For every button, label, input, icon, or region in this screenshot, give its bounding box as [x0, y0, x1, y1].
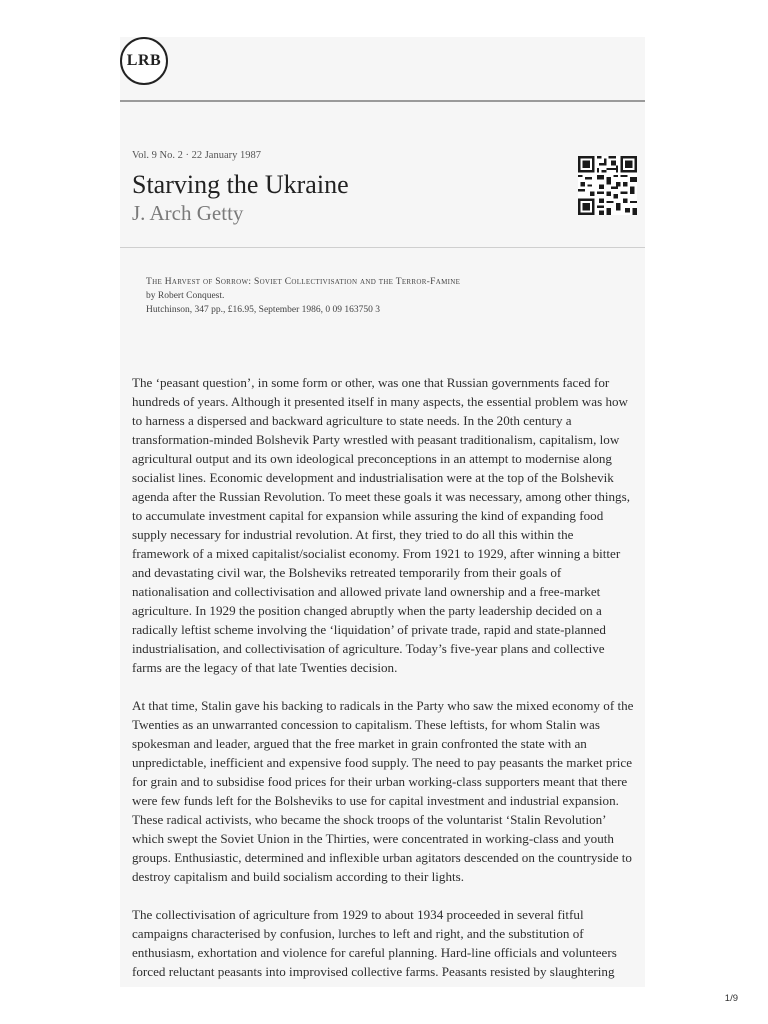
- article-body: [132, 373, 634, 987]
- paragraph: At that time, Stalin gave his backing to radicals in the Party who saw the mixed economy of the Twenties as an unwarranted concession to capitalism. These leftists, for whom Stalin was spokesman and leader, argued that the free market in grain confronted the state with an unpredictable, inefficient and expensive food supply. The need to pay peasants the market price for grain and to subsidise food prices for their urban working-class supporters meant that there were few funds left for the Bolsheviks to use for capital investment and industrial expansion. These radical activists, who became the shock troops of the voluntarist ‘Stalin Revolution’ which swept the Soviet Union in the Thirties, were concentrated in working-class and youth groups. Enthusiastic, determined and inflexible urban agitators descended on the countryside to destroy capitalism and build socialism according to their lights.: [132, 698, 634, 884]
- issue-line: Vol. 9 No. 2 · 22 January 1987: [132, 150, 262, 161]
- header-divider: [120, 100, 645, 102]
- paragraph: The collectivisation of agriculture from 1929 to about 1934 proceeded in several fitful campaigns characterised by confusion, lurches to left and right, and the substitution of enthusiasm, exhortation and violence for careful planning. Hard-line officials and volunteers forced reluctant peasants into improvised collective farms. Peasants resisted by slaughtering: [132, 907, 617, 979]
- book-publication: Hutchinson, 347 pp., £16.95, September 1986, 0 09 163750 3: [146, 305, 381, 315]
- book-author: by Robert Conquest.: [146, 291, 225, 301]
- article-author[interactable]: J. Arch Getty: [132, 201, 244, 225]
- logo-text: LRB: [126, 52, 162, 69]
- book-title: The Harvest of Sorrow: Soviet Collectivisation and the Terror-Famine: [146, 277, 461, 287]
- article-title: Starving the Ukraine: [132, 170, 349, 199]
- qr-code-icon[interactable]: [578, 156, 637, 215]
- paragraph: The ‘peasant question’, in some form or other, was one that Russian governments faced for hundreds of years. Although it presented itself in many aspects, the essential problem was how to harness a dispersed and backward agriculture to state needs. In the 20th century a transformation-minded Bolshevik Party wrestled with peasant traditionalism, capitalism, low agricultural output and its own ideological preconceptions in an attempt to modernise along socialist lines. Economic development and industrialisation were at the top of the Bolshevik agenda after the Russian Revolution. To meet these goals it was necessary, among other things, to accumulate investment capital for expansion while assuring the kind of expanding food supply necessary for industrial revolution. At first, they tried to do all this within the framework of a mixed capitalist/socialist economy. From 1921 to 1929, after winning a bitter and devastating civil war, the Bolsheviks retreated temporarily from their goals of nationalisation and collectivisation and allowed private land ownership and a free-market agriculture. In 1929 the position changed abruptly when the party leadership decided on a radically leftist scheme involving the ‘liquidation’ of private trade, rapid and state-planned industrialisation, and collectivisation of agriculture. Today’s five-year plans and collective farms are the legacy of that late Twenties decision.: [132, 375, 630, 675]
- book-review-info: [146, 275, 460, 317]
- lrb-logo[interactable]: [120, 37, 168, 85]
- page-number: 1/9: [724, 993, 738, 1004]
- article-page: [120, 37, 645, 987]
- title-divider: [120, 247, 645, 248]
